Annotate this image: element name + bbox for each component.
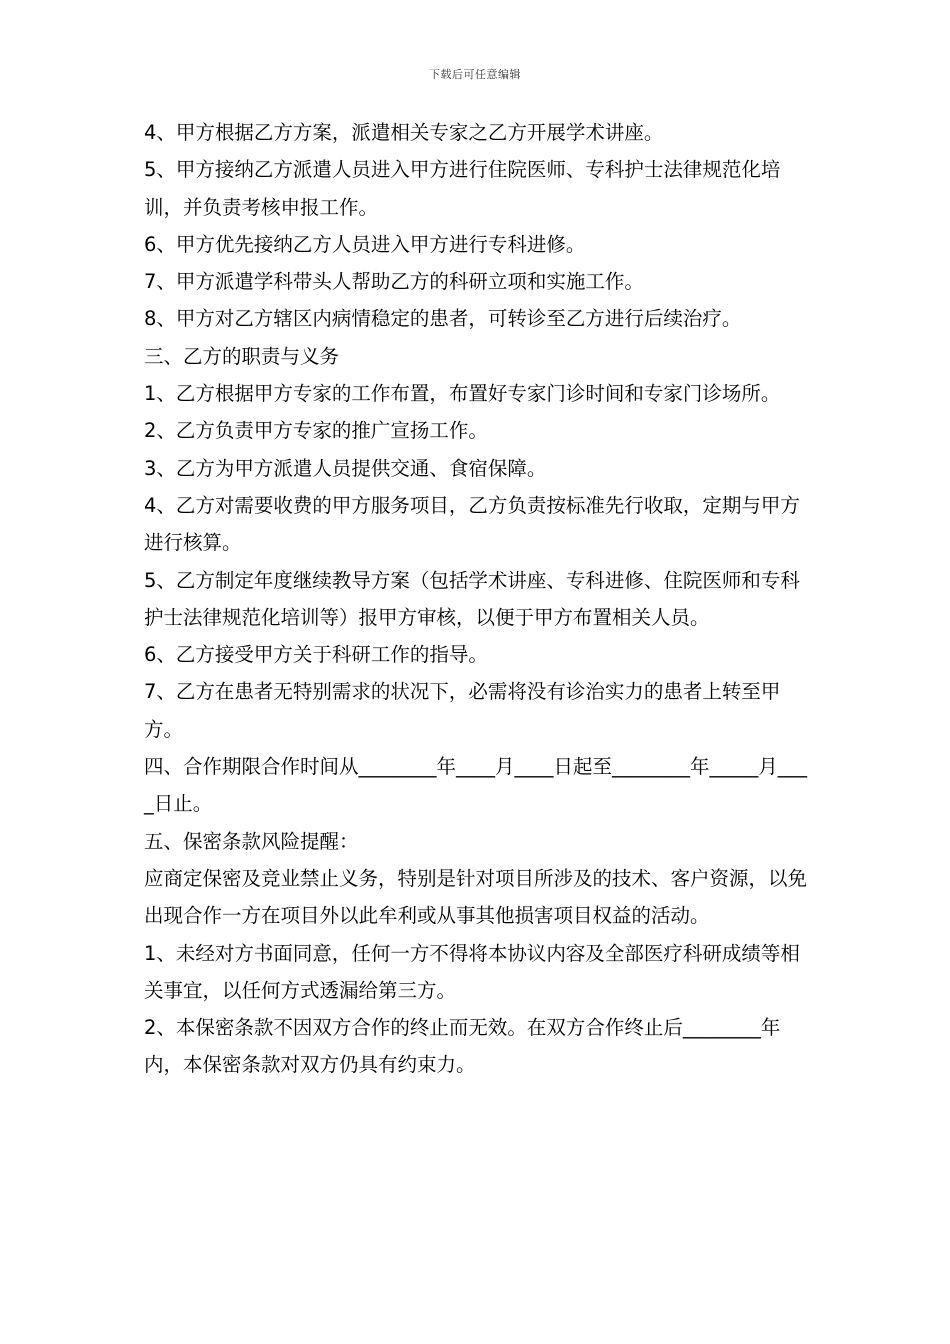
clause-a8: 8、甲方对乙方辖区内病情稳定的患者，可转诊至乙方进行后续治疗。 — [144, 307, 742, 331]
clause-b7: 7、乙方在患者无特别需求的状况下，必需将没有诊治实力的患者上转至甲方。 — [144, 680, 781, 741]
page-header: 下载后可任意编辑 — [429, 68, 521, 81]
clause-a5: 5、甲方接纳乙方派遣人员进入甲方进行住院医师、专科护士法律规范化培训，并负责考核申报工作。 — [144, 158, 781, 219]
clause-c1: 1、未经对方书面同意，任何一方不得将本协议内容及全部医疗科研成绩等相关事宜，以任何方式透漏给第三方。 — [144, 941, 800, 1002]
clause-b4: 4、乙方对需要收费的甲方服务项目，乙方负责按标准先行收取，定期与甲方进行核算。 — [144, 493, 800, 555]
clause-a4: 4、甲方根据乙方方案，派遣相关专家之乙方开展学术讲座。 — [144, 121, 664, 144]
section-heading-3: 三、乙方的职责与义务 — [144, 344, 340, 368]
document-body — [144, 114, 814, 1084]
clause-b1: 1、乙方根据甲方专家的工作布置，布置好专家门诊时间和专家门诊场所。 — [144, 382, 781, 406]
clause-a6: 6、甲方优先接纳乙方人员进入甲方进行专科进修。 — [144, 232, 586, 256]
clause-b2: 2、乙方负责甲方专家的推广宣扬工作。 — [144, 419, 488, 443]
clause-b3: 3、乙方为甲方派遣人员提供交通、食宿保障。 — [144, 456, 547, 480]
risk-reminder-text: 应商定保密及竞业禁止义务，特别是针对项目所涉及的技术、客户资源，以免出现合作一方在项目外以此牟利或从事其他损害项目权益的活动。 — [144, 866, 808, 928]
clause-c2: 2、本保密条款不因双方合作的终止而无效。在双方合作终止后________年内，本保密条款对双方仍具有约束力。 — [144, 1016, 781, 1077]
clause-b6: 6、乙方接受甲方关于科研工作的指导。 — [144, 643, 488, 667]
clause-b5: 5、乙方制定年度继续教导方案（包括学术讲座、专科进修、住院医师和专科护士法律规范化培训等）报甲方审核，以便于甲方布置相关人员。 — [144, 568, 800, 629]
section-heading-5: 五、保密条款风险提醒： — [144, 829, 359, 853]
section-cooperation-term: 四、合作期限合作时间从________年____月____日起至________年_____月____日止。 — [144, 755, 808, 816]
clause-a7: 7、甲方派遣学科带头人帮助乙方的科研立项和实施工作。 — [144, 270, 644, 294]
